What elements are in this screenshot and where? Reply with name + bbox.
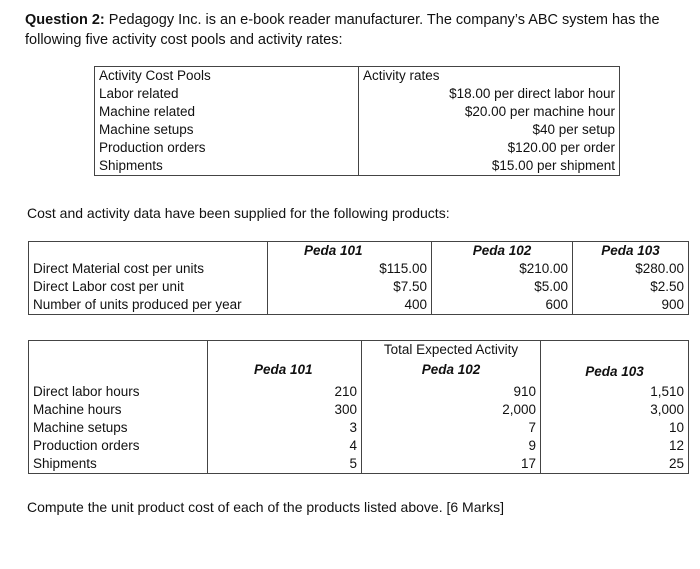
cell: 900 xyxy=(573,296,689,315)
cell: 5 xyxy=(208,455,362,474)
cell: 4 xyxy=(208,437,362,455)
header-cell xyxy=(29,242,268,261)
row-label: Machine setups xyxy=(29,419,208,437)
row-label: Shipments xyxy=(29,455,208,474)
table-row xyxy=(29,278,689,296)
header-cell: Peda 102 xyxy=(432,242,573,261)
header-cell: Peda 103 xyxy=(541,359,689,381)
cell: 17 xyxy=(362,455,541,474)
table-row xyxy=(29,296,689,315)
table-row xyxy=(29,260,689,278)
table-row xyxy=(29,455,689,474)
pool-name: Production orders xyxy=(95,139,359,157)
header-cell: Activity Cost Pools xyxy=(95,67,359,86)
pool-rate: $40 per setup xyxy=(359,121,620,139)
table-row xyxy=(29,401,689,419)
cell: 400 xyxy=(268,296,432,315)
table-row xyxy=(95,157,620,176)
pool-rate: $15.00 per shipment xyxy=(359,157,620,176)
cell: $7.50 xyxy=(268,278,432,296)
question-text xyxy=(25,10,675,50)
pool-name: Machine setups xyxy=(95,121,359,139)
table-row xyxy=(95,121,620,139)
table-header-row xyxy=(95,67,620,86)
blank-cell xyxy=(541,341,689,360)
row-label: Direct Material cost per units xyxy=(29,260,268,278)
header-cell: Peda 101 xyxy=(268,242,432,261)
row-label: Direct labor hours xyxy=(29,381,208,401)
row-label: Number of units produced per year xyxy=(29,296,268,315)
question-body: Pedagogy Inc. is an e-book reader manufacturer. The company’s ABC system has the following five activity cost pools and activity rates: xyxy=(25,12,660,48)
cell: 25 xyxy=(541,455,689,474)
cell: $115.00 xyxy=(268,260,432,278)
table-row xyxy=(95,85,620,103)
pool-rate: $20.00 per machine hour xyxy=(359,103,620,121)
row-label: Production orders xyxy=(29,437,208,455)
cell: $210.00 xyxy=(432,260,573,278)
instruction-text: Compute the unit product cost of each of the products listed above. [6 Marks] xyxy=(27,499,505,515)
table-header-row xyxy=(29,359,689,381)
cell: 2,000 xyxy=(362,401,541,419)
header-cell: Peda 103 xyxy=(573,242,689,261)
group-header: Total Expected Activity xyxy=(362,341,541,360)
table-row xyxy=(29,381,689,401)
cell: 7 xyxy=(362,419,541,437)
blank-cell xyxy=(29,341,208,360)
products-table xyxy=(28,241,689,315)
row-label: Direct Labor cost per unit xyxy=(29,278,268,296)
cell: 3 xyxy=(208,419,362,437)
table-header-row xyxy=(29,242,689,261)
table-row xyxy=(29,437,689,455)
activity-pools-table xyxy=(94,66,620,176)
cell: $280.00 xyxy=(573,260,689,278)
header-cell xyxy=(29,359,208,381)
pool-rate: $120.00 per order xyxy=(359,139,620,157)
cell: 3,000 xyxy=(541,401,689,419)
cell: 910 xyxy=(362,381,541,401)
header-cell: Peda 101 xyxy=(208,359,362,381)
header-cell: Activity rates xyxy=(359,67,620,86)
pool-name: Machine related xyxy=(95,103,359,121)
cell: 10 xyxy=(541,419,689,437)
blank-cell xyxy=(208,341,362,360)
table-row xyxy=(95,103,620,121)
pool-name: Labor related xyxy=(95,85,359,103)
table-row xyxy=(29,419,689,437)
cell: 9 xyxy=(362,437,541,455)
header-cell: Peda 102 xyxy=(362,359,541,381)
cell: $5.00 xyxy=(432,278,573,296)
activity-table xyxy=(28,340,689,474)
cell: 300 xyxy=(208,401,362,419)
table-row xyxy=(95,139,620,157)
row-label: Machine hours xyxy=(29,401,208,419)
cell: 600 xyxy=(432,296,573,315)
cell: 210 xyxy=(208,381,362,401)
question-label: Question 2: xyxy=(25,12,105,28)
table-group-header-row xyxy=(29,341,689,360)
products-intro: Cost and activity data have been supplied for the following products: xyxy=(27,205,450,221)
cell: 12 xyxy=(541,437,689,455)
cell: 1,510 xyxy=(541,381,689,401)
cell: $2.50 xyxy=(573,278,689,296)
pool-name: Shipments xyxy=(95,157,359,176)
pool-rate: $18.00 per direct labor hour xyxy=(359,85,620,103)
